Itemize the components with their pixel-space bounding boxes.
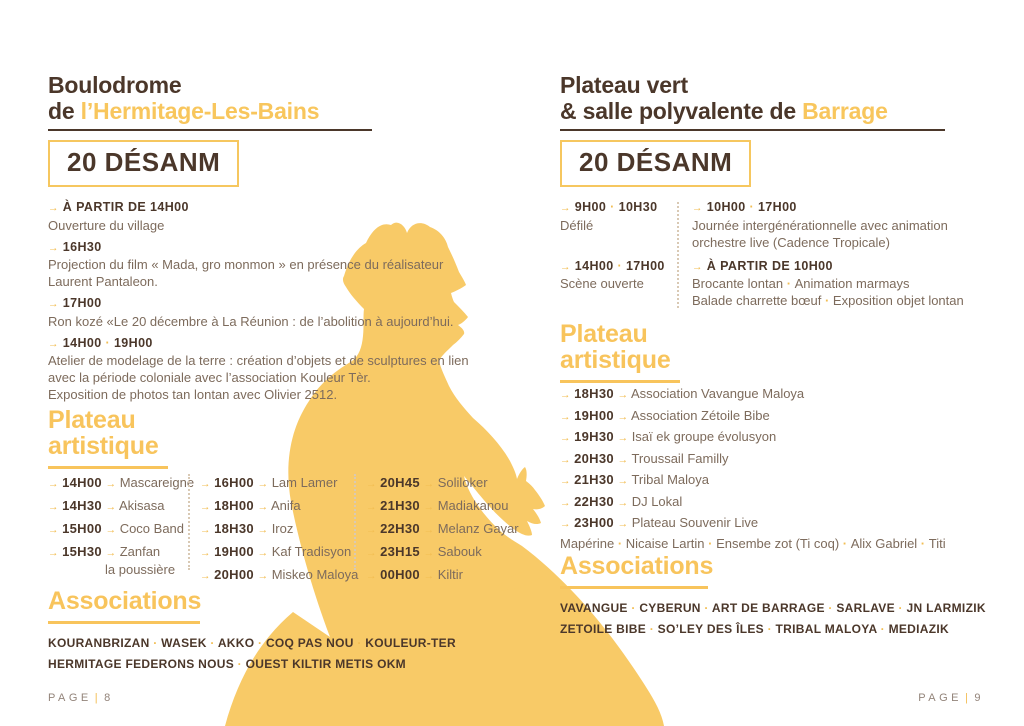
section-associations [48,588,456,674]
event-time-end: 17H00 [757,200,797,214]
arrow-icon: → [366,478,377,490]
slot-time: 14H00 [62,475,102,490]
event-time: 9H00 [574,200,607,214]
schedule-row [560,449,992,471]
artist-name: Lam Lamer [271,475,338,490]
event-description: Ouverture du village [48,217,165,233]
event-time: 10H00 [706,200,746,214]
footer-page-label: PAGE [48,692,92,704]
slot-time: 15H00 [62,521,102,536]
dotted-divider [677,202,679,308]
date-badge-right: 20 DÉSANM [560,140,751,187]
artist-name: Mascareigne [119,475,195,490]
event-description: Laurent Pantaleon. [48,274,158,289]
event-item [692,259,992,310]
arrow-icon: → [560,389,571,401]
slot-time: 15H30 [62,544,102,559]
arrow-icon: → [200,547,211,559]
footer-page-label: PAGE [918,692,963,704]
slot-time: 19H00 [214,544,254,559]
slot-time: 18H30 [574,386,614,401]
event-item [48,200,480,234]
arrow-icon: → [48,241,59,254]
event-time-end: 19H00 [113,335,153,350]
slot-time: 20H45 [380,475,420,490]
artist-schedule-list [560,384,992,553]
event-item [48,240,480,291]
arrow-icon: → [617,518,629,530]
page-footer-left [48,692,114,704]
event-time-end: 17H00 [625,258,665,273]
event-item [560,259,672,293]
arrow-icon: → [617,496,629,509]
schedule-column [366,472,519,587]
title-underline [560,129,945,131]
slot-time: 16H00 [214,475,254,490]
event-list-right [560,200,992,315]
venue-title-line2: & salle polyvalente de Barrage [560,98,888,124]
arrow-icon: → [560,260,571,273]
dot-separator: · [105,335,111,350]
arrow-icon: → [617,389,629,401]
arrow-icon: → [560,518,571,530]
arrow-icon: → [692,202,703,214]
schedule-row [48,518,188,541]
artist-name: Troussail Familly [631,450,729,466]
section-heading-associations: Associations [560,552,714,580]
arrow-icon: → [105,547,117,559]
section-underline [48,621,200,624]
slot-time: 19H00 [574,407,614,423]
artist-name: Coco Band [119,521,185,536]
arrow-icon: → [366,524,377,536]
artist-name: Kaf Tradisyon [271,544,352,559]
arrow-icon: → [48,547,59,559]
section-heading-plateau-artistique: Plateau artistique [48,407,168,469]
event-description: Atelier de modelage de la terre : création d’objets et de sculptures en lien [48,353,469,368]
event-time: À PARTIR DE 14H00 [62,200,189,214]
schedule-row [48,495,188,518]
slot-time: 21H30 [574,472,614,487]
arrow-icon: → [48,501,59,513]
schedule-row [200,564,359,587]
event-description: Projection du film « Mada, gro monmon » en présence du réalisateur [48,257,444,272]
arrow-icon: → [48,524,59,536]
associations-list: HERMITAGE FEDERONS NOUS · OUEST KILTIR METIS OKM [48,656,406,671]
artist-name: Isaï ek groupe évolusyon [631,429,777,444]
schedule-row [200,472,350,495]
arrow-icon: → [617,475,629,487]
arrow-icon: → [48,202,59,214]
slot-time: 18H00 [214,498,254,513]
schedule-row [200,541,350,564]
arrow-icon: → [48,337,59,350]
arrow-icon: → [200,501,211,513]
associations-list: KOURANBRIZAN · WASEK · AKKO · COQ PAS NOU · KOULEUR-TER [48,636,456,650]
artist-name: Anifa [270,498,301,513]
slot-time: 20H00 [214,567,254,582]
arrow-icon: → [257,478,269,490]
arrow-icon: → [423,547,435,559]
page-number: 8 [104,692,114,704]
artist-name: Sabouk [437,544,482,559]
arrow-icon: → [423,570,435,582]
arrow-icon: → [257,547,269,559]
arrow-icon: → [423,501,435,513]
artist-name-line2: la poussière [105,562,176,577]
artist-name: Melanz Gayar [437,521,519,536]
artist-name: Association Vavangue Maloya [630,386,805,401]
arrow-icon: → [48,298,59,310]
schedule-row [366,518,519,541]
artist-name: Soliloker [437,475,488,490]
arrow-icon: → [560,432,571,444]
slot-time: 23H00 [574,515,614,530]
schedule-column [48,472,195,578]
arrow-icon: → [105,501,117,513]
schedule-row [48,472,195,495]
event-item [48,336,480,404]
event-time: 14H00 [62,335,102,350]
arrow-icon: → [560,202,571,214]
artist-name: Plateau Souvenir Live [631,515,759,530]
schedule-column [200,472,359,587]
section-heading-associations: Associations [48,587,202,615]
venue-title-line1: Boulodrome [48,72,182,98]
event-item [560,200,672,234]
venue-title-left [48,72,372,131]
slot-time: 19H30 [574,429,614,444]
arrow-icon: → [560,475,571,487]
associations-list: VAVANGUE · CYBERUN · ART DE BARRAGE · SARLAVE · JN LARMIZIK [560,601,986,615]
venue-title-line1: Plateau vert [560,72,688,98]
event-description: Défilé [560,217,594,233]
schedule-row [560,492,992,514]
event-column [692,200,992,317]
footer-bar: | [965,692,972,704]
arrow-icon: → [200,478,211,490]
dot-separator: · [617,258,623,273]
schedule-row [366,495,509,518]
associations-list: ZETOILE BIBE · SO’LEY DES ÎLES · TRIBAL MALOYA · MEDIAZIK [560,621,949,636]
schedule-row [366,541,480,564]
event-description: Ron kozé «Le 20 décembre à La Réunion : de l’abolition à aujourd’hui. [48,313,454,329]
artist-name: Iroz [271,521,294,536]
artist-name: Zanfan [119,544,161,559]
artist-name: Madiakanou [437,498,509,513]
schedule-row [560,406,992,428]
artist-name: Akisasa [118,498,165,513]
event-time: 14H00 [574,258,614,273]
arrow-icon: → [560,410,571,423]
arrow-icon: → [257,524,269,536]
schedule-row [560,470,992,492]
arrow-icon: → [200,570,211,582]
arrow-icon: → [617,453,629,466]
section-associations [560,553,986,639]
page-number: 9 [974,692,984,704]
dotted-divider [188,474,190,570]
arrow-icon: → [200,524,211,536]
arrow-icon: → [366,570,377,582]
guest-artists-list: Mapérine · Nicaise Lartin · Ensembe zot (Ti coq) · Alix Gabriel · Titi [560,535,946,551]
event-list-left [48,200,480,409]
slot-time: 20H30 [574,450,614,466]
title-underline [48,129,372,131]
schedule-row [200,495,350,518]
arrow-icon: → [257,570,269,582]
event-description: Balade charrette bœuf · Exposition objet lontan [692,293,964,308]
dotted-divider [354,474,356,570]
arrow-icon: → [617,410,629,423]
arrow-icon: → [560,496,571,509]
arrow-icon: → [560,453,571,466]
event-time: 17H00 [62,296,102,310]
section-underline [560,586,708,589]
section-heading-plateau-artistique: Plateau artistique [560,321,680,383]
artist-name: DJ Lokal [631,493,683,509]
schedule-row [200,518,350,541]
artist-name: Miskeo Maloya [271,567,359,582]
event-item [48,296,480,330]
section-underline [560,380,680,383]
venue-title-highlight: l’Hermitage-Les-Bains [80,98,320,124]
schedule-row [366,472,488,495]
schedule-row [560,384,992,406]
venue-title-line2: de l’Hermitage-Les-Bains [48,98,320,124]
slot-time: 14H30 [62,498,102,513]
arrow-icon: → [105,478,117,490]
date-badge-left: 20 DÉSANM [48,140,239,187]
arrow-icon: → [366,501,377,513]
schedule-row [366,564,480,587]
slot-time: 23H15 [380,544,420,559]
artist-name: Association Zétoile Bibe [630,407,770,423]
arrow-icon: → [617,432,629,444]
page-footer-right [918,692,984,704]
arrow-icon: → [423,478,435,490]
event-description: Journée intergénérationnelle avec animation [692,217,948,233]
event-column [560,200,672,317]
event-description: Scène ouverte [560,276,644,291]
slot-time: 18H30 [214,521,254,536]
arrow-icon: → [423,524,435,536]
arrow-icon: → [105,524,117,536]
venue-title-highlight: Barrage [802,98,888,124]
artist-name: Tribal Maloya [631,472,709,487]
artist-schedule-grid [48,472,519,582]
schedule-row [560,427,992,449]
dot-separator: · [610,200,615,214]
arrow-icon: → [48,478,59,490]
slot-time: 21H30 [380,498,420,513]
arrow-icon: → [257,501,269,513]
arrow-icon: → [692,260,703,273]
arrow-icon: → [366,547,377,559]
event-time: À PARTIR DE 10H00 [706,258,833,273]
slot-time: 00H00 [380,567,420,582]
slot-time: 22H30 [380,521,420,536]
venue-title-right [560,72,945,131]
event-description: Brocante lontan · Animation marmays [692,276,910,291]
section-underline [48,466,168,469]
slot-time: 22H30 [574,493,614,509]
artist-name: Kiltir [437,567,463,582]
footer-bar: | [94,692,102,704]
event-time: 16H30 [62,239,102,254]
event-description: orchestre live (Cadence Tropicale) [692,234,890,250]
event-description: Exposition de photos tan lontan avec Olivier 2512. [48,387,338,402]
event-description: avec la période coloniale avec l’association Kouleur Tèr. [48,370,371,385]
schedule-row [560,513,992,535]
event-item [692,200,992,251]
dot-separator: · [749,200,755,214]
event-time-end: 10H30 [618,200,658,214]
